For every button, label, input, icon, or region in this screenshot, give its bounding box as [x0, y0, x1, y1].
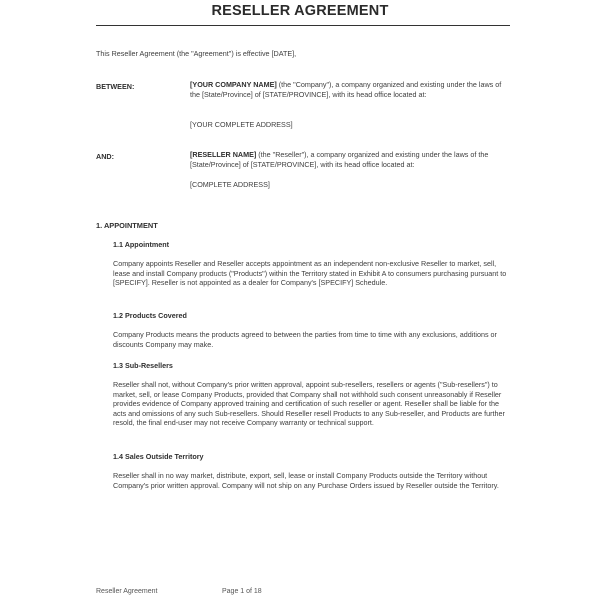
and-party-description: (the "Reseller"), a company organized and existing under the laws of the [State/Province] of [STATE/PROVINCE], with its head office located at: — [190, 150, 489, 169]
between-party-description: (the "Company"), a company organized and existing under the laws of the [State/Province] of [STATE/PROVINCE], with its head office located at: — [190, 80, 502, 99]
subsection-heading-1-2: 1.2 Products Covered — [113, 311, 187, 320]
intro-paragraph: This Reseller Agreement (the "Agreement") is effective [DATE], — [96, 49, 297, 58]
between-party-text — [190, 80, 512, 99]
subsection-text-1-3: Reseller shall not, without Company's prior written approval, appoint sub-resellers, resellers or agents ("Sub-resellers") to market, sell, or lease Company Products, provided that Company shall not withhold such consent unreasonably if Reseller provides evidence of Company approved training and certification of such reseller or agent. Reseller shall be liable for the acts and omissions of any such Sub-resellers. Should Reseller resell Products to any Sub-reseller, and Products are further resold, the final end-user may not receive Company warranty or technical support. — [113, 380, 505, 428]
section-heading-appointment: 1. APPOINTMENT — [96, 221, 158, 230]
subsection-heading-1-3: 1.3 Sub-Resellers — [113, 361, 173, 370]
and-label: AND: — [96, 152, 114, 161]
footer-document-name: Reseller Agreement — [96, 588, 158, 595]
subsection-text-1-2: Company Products means the products agreed to between the parties from time to time with any exclusions, additions or discounts Company may make. — [113, 330, 497, 349]
between-label: BETWEEN: — [96, 82, 135, 91]
footer-page-number: Page 1 of 18 — [222, 588, 262, 595]
subsection-heading-1-1: 1.1 Appointment — [113, 240, 170, 249]
reseller-name-placeholder: [RESELLER NAME] — [190, 150, 257, 159]
title-rule — [96, 25, 510, 26]
subsection-text-1-1: Company appoints Reseller and Reseller accepts appointment as an independent non-exclusive Reseller to market, sell, lease and install Company products ("Products") within the Territory stated in Exhibit A to consumers purchasing pursuant to [SPECIFY]. Reseller is not appointed as a dealer for Company's [SPECIFY] Schedule. — [113, 259, 507, 288]
reseller-address-placeholder: [COMPLETE ADDRESS] — [190, 180, 270, 189]
subsection-text-1-4: Reseller shall in no way market, distribute, export, sell, lease or install Company Products outside the Territory without Company's prior written approval. Company will not ship on any Purchase Orders issued by Reseller outside the Territory. — [113, 471, 499, 490]
company-address-placeholder: [YOUR COMPLETE ADDRESS] — [190, 120, 293, 129]
company-name-placeholder: [YOUR COMPANY NAME] — [190, 80, 277, 89]
subsection-heading-1-4: 1.4 Sales Outside Territory — [113, 452, 204, 461]
document-title: RESELLER AGREEMENT — [211, 3, 389, 19]
and-party-text — [190, 150, 512, 169]
